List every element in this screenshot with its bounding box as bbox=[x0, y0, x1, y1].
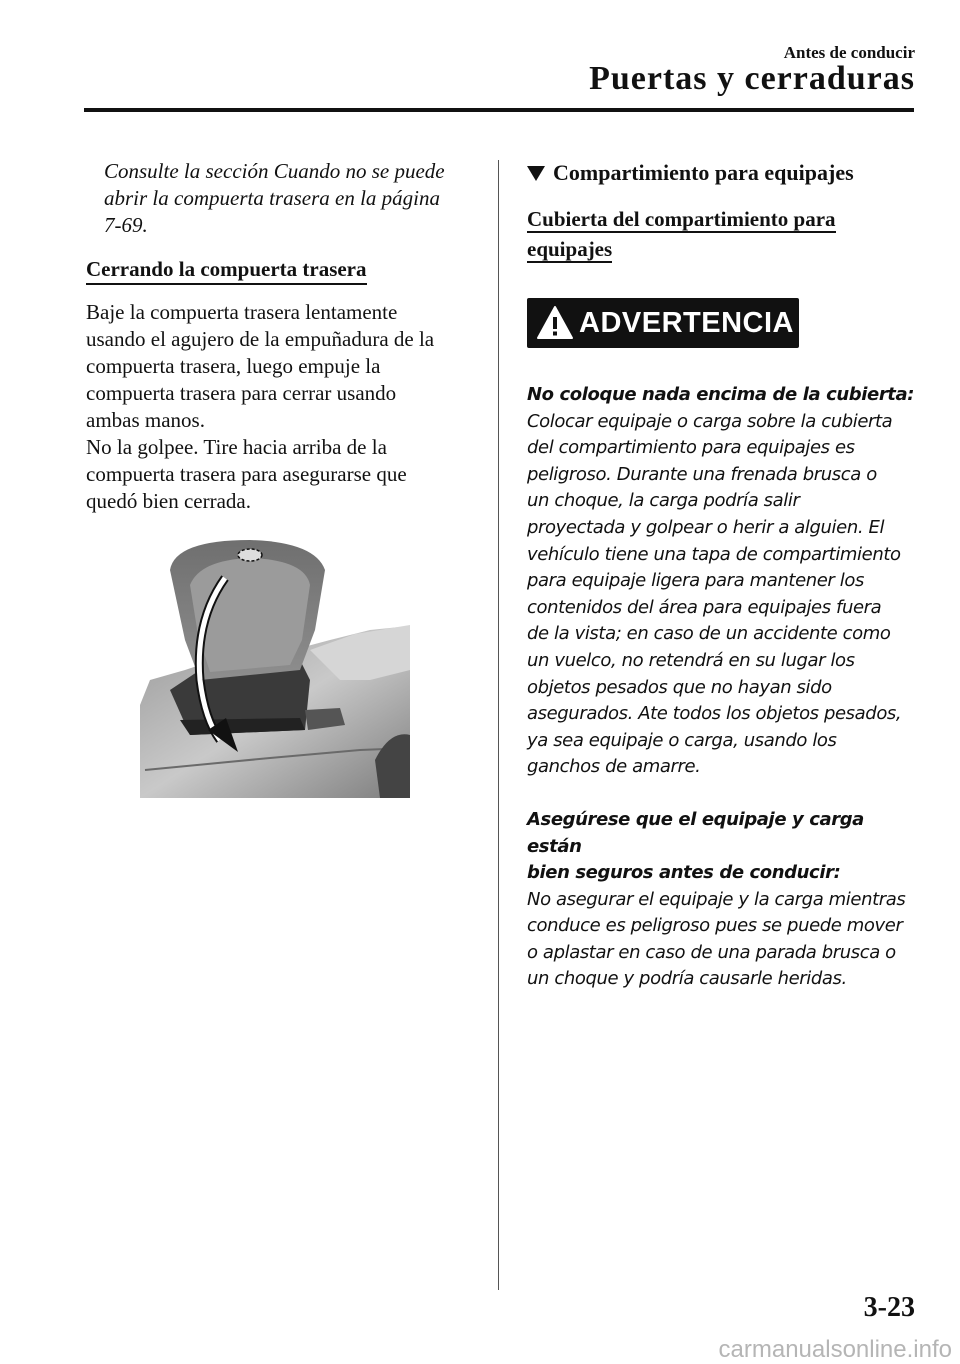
warning-item-secure-cargo bbox=[527, 807, 917, 993]
watermark: carmanualsonline.info bbox=[718, 1336, 952, 1363]
header-rule bbox=[84, 108, 914, 112]
chapter-title: Puertas y cerraduras bbox=[589, 60, 915, 97]
page-number: 3-23 bbox=[863, 1292, 915, 1323]
cover-subheading: Cubierta del compartimiento para equipajes bbox=[527, 207, 836, 261]
warning-title: No coloque nada encima de la cubierta: bbox=[527, 384, 915, 405]
tailgate-illustration bbox=[140, 530, 410, 798]
closing-heading: Cerrando la compuerta trasera bbox=[86, 257, 367, 285]
warning-title: Asegúrese que el equipaje y carga están bien seguros antes de conducir: bbox=[527, 808, 864, 884]
subheading-wrapper bbox=[527, 204, 867, 264]
warning-text: Colocar equipaje o carga sobre la cubierta del compartimiento para equipajes es peligroso. Durante una frenada brusca o un choque, la carga podría salir proyectada y golpear o herir a alguien. El vehículo tiene una tapa de compartimiento para equipaje ligera para mantener los contenidos del área para equipajes fuera de la vista; en caso de un accidente como un vuelco, no retendrá en su lugar los objetos pesados que no hayan sido asegurados. Ate todos los objetos pesados, ya sea equipaje o carga, usando los ganchos de amarre. bbox=[527, 410, 902, 778]
triangle-down-icon bbox=[527, 166, 545, 181]
luggage-compartment-heading bbox=[527, 158, 917, 188]
warning-badge bbox=[527, 298, 799, 348]
warning-label: ADVERTENCIA bbox=[579, 306, 794, 339]
section-kicker: Antes de conducir bbox=[783, 43, 915, 62]
warning-text: No asegurar el equipaje y la carga mientras conduce es peligroso pues se puede mover o aplastar en caso de una parada brusca o un choque y podría causarle heridas. bbox=[527, 888, 906, 990]
right-column bbox=[527, 158, 917, 993]
cross-reference-note: Consulte la sección Cuando no se puede abrir la compuerta trasera en la página 7-69. bbox=[104, 159, 445, 237]
tailgate-closing-image bbox=[140, 530, 410, 798]
closing-instructions: Baje la compuerta trasera lentamente usando el agujero de la empuñadura de la compuerta trasera, luego empuje la compuerta trasera para cerrar usando ambas manos. No la golpee. Tire hacia arriba de la compuerta trasera para asegurarse que quedó bien cerrada. bbox=[86, 300, 435, 513]
column-divider bbox=[498, 160, 499, 1290]
warning-item-cover bbox=[527, 382, 917, 781]
left-column bbox=[86, 158, 481, 515]
exclamation-triangle-icon bbox=[535, 303, 575, 343]
luggage-compartment-heading-text: Compartimiento para equipajes bbox=[553, 160, 854, 185]
